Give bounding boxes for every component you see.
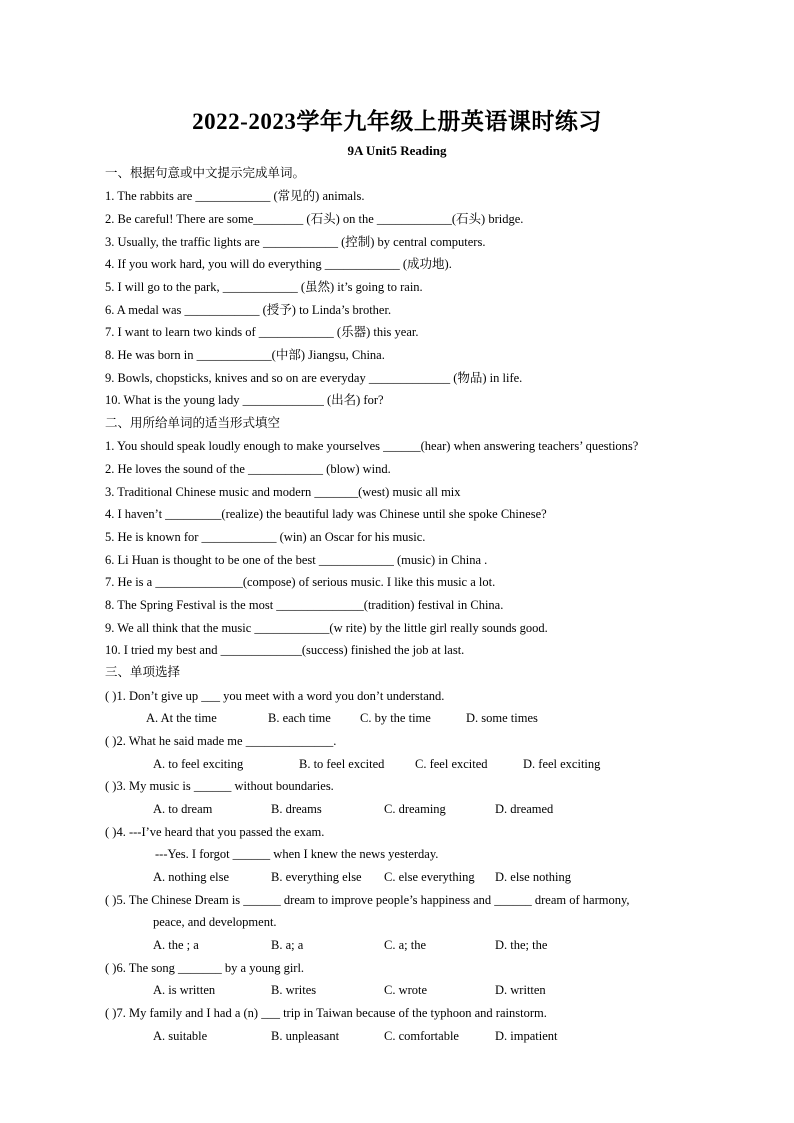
q5-stem: ( )5. The Chinese Dream is ______ dream to improve people’s happiness and ______ dream of harmony,	[105, 893, 630, 907]
q1-option-c: C. by the time	[360, 711, 431, 725]
q5-stem-continuation: peace, and development.	[153, 915, 277, 929]
section2-heading: 二、用所给单词的适当形式填空	[105, 415, 281, 430]
s2-item-3: 3. Traditional Chinese music and modern _______(west) music all mix	[105, 485, 461, 499]
q4-stem: ( )4. ---I’ve heard that you passed the exam.	[105, 825, 325, 839]
s1-item-7: 7. I want to learn two kinds of ____________ (乐器) this year.	[105, 325, 419, 339]
s1-item-2: 2. Be careful! There are some________ (石头) on the ____________(石头) bridge.	[105, 212, 524, 226]
q6-option-a: A. is written	[153, 983, 216, 997]
s1-item-5: 5. I will go to the park, ____________ (虽然) it’s going to rain.	[105, 280, 423, 294]
q4-stem-continuation: ---Yes. I forgot ______ when I knew the news yesterday.	[155, 847, 439, 861]
s1-item-6: 6. A medal was ____________ (授予) to Linda’s brother.	[105, 303, 392, 317]
q3-stem: ( )3. My music is ______ without boundaries.	[105, 779, 334, 793]
q1-option-d: D. some times	[466, 711, 538, 725]
section3-heading: 三、单项选择	[105, 664, 181, 679]
s1-item-1: 1. The rabbits are ____________ (常见的) animals.	[105, 189, 365, 203]
q1-option-a: A. At the time	[146, 711, 217, 725]
q3-option-a: A. to dream	[153, 802, 213, 816]
q6-option-b: B. writes	[271, 983, 317, 997]
q2-stem: ( )2. What he said made me ______________.	[105, 734, 337, 748]
q2-option-c: C. feel excited	[415, 757, 488, 771]
s2-item-9: 9. We all think that the music ____________(w rite) by the little girl really sounds good.	[105, 621, 548, 635]
page-subtitle: 9A Unit5 Reading	[347, 143, 447, 158]
s1-item-10: 10. What is the young lady _____________ (出名) for?	[105, 393, 384, 407]
q3-option-c: C. dreaming	[384, 802, 446, 816]
q2-option-b: B. to feel excited	[299, 757, 385, 771]
page-title: 2022-2023学年九年级上册英语课时练习	[192, 109, 602, 134]
s2-item-2: 2. He loves the sound of the ____________ (blow) wind.	[105, 462, 391, 476]
q7-option-c: C. comfortable	[384, 1029, 459, 1043]
q3-option-d: D. dreamed	[495, 802, 554, 816]
q5-option-a: A. the ; a	[153, 938, 199, 952]
q7-option-b: B. unpleasant	[271, 1029, 340, 1043]
q6-option-d: D. written	[495, 983, 546, 997]
q3-option-b: B. dreams	[271, 802, 322, 816]
q4-option-c: C. else everything	[384, 870, 475, 884]
q1-stem: ( )1. Don’t give up ___ you meet with a word you don’t understand.	[105, 689, 445, 703]
q4-option-d: D. else nothing	[495, 870, 572, 884]
s2-item-6: 6. Li Huan is thought to be one of the best ____________ (music) in China .	[105, 553, 488, 567]
s1-item-8: 8. He was born in ____________(中部) Jiangsu, China.	[105, 348, 385, 362]
q7-option-a: A. suitable	[153, 1029, 208, 1043]
q4-option-b: B. everything else	[271, 870, 362, 884]
s1-item-3: 3. Usually, the traffic lights are ____________ (控制) by central computers.	[105, 235, 486, 249]
q5-option-d: D. the; the	[495, 938, 548, 952]
section1-heading: 一、根据句意或中文提示完成单词。	[105, 165, 306, 180]
q4-option-a: A. nothing else	[153, 870, 230, 884]
s2-item-1: 1. You should speak loudly enough to make yourselves ______(hear) when answering teachers’ questions?	[105, 439, 639, 453]
s2-item-4: 4. I haven’t _________(realize) the beautiful lady was Chinese until she spoke Chinese?	[105, 507, 547, 521]
s2-item-7: 7. He is a ______________(compose) of serious music. I like this music a lot.	[105, 575, 496, 589]
q6-stem: ( )6. The song _______ by a young girl.	[105, 961, 305, 975]
s2-item-10: 10. I tried my best and _____________(success) finished the job at last.	[105, 643, 465, 657]
q6-option-c: C. wrote	[384, 983, 428, 997]
s1-item-9: 9. Bowls, chopsticks, knives and so on are everyday _____________ (物品) in life.	[105, 371, 523, 385]
q2-option-d: D. feel exciting	[523, 757, 601, 771]
s1-item-4: 4. If you work hard, you will do everything ____________ (成功地).	[105, 257, 452, 271]
s2-item-8: 8. The Spring Festival is the most ______________(tradition) festival in China.	[105, 598, 504, 612]
q2-option-a: A. to feel exciting	[153, 757, 244, 771]
q5-option-c: C. a; the	[384, 938, 427, 952]
q1-option-b: B. each time	[268, 711, 331, 725]
q5-option-b: B. a; a	[271, 938, 304, 952]
q7-stem: ( )7. My family and I had a (n) ___ trip in Taiwan because of the typhoon and rainstorm.	[105, 1006, 547, 1020]
q7-option-d: D. impatient	[495, 1029, 558, 1043]
s2-item-5: 5. He is known for ____________ (win) an Oscar for his music.	[105, 530, 426, 544]
